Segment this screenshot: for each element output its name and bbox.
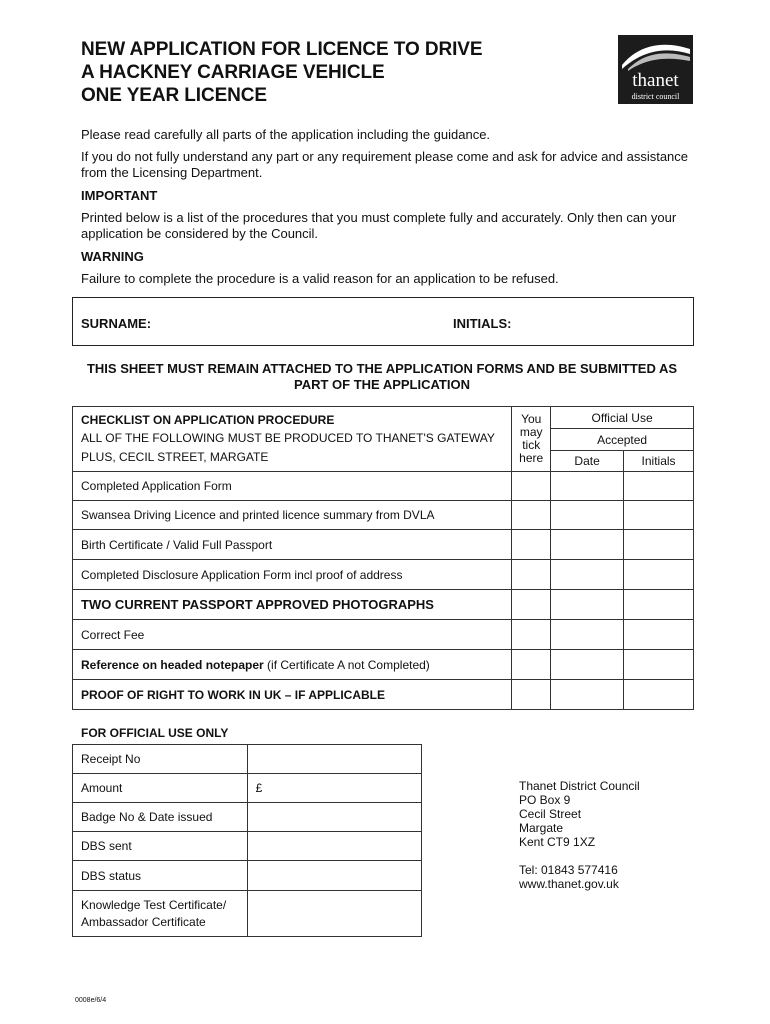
initials-cell (624, 560, 694, 590)
knowledge-label (73, 891, 248, 937)
checklist-item-bold: Reference on headed notepaper (81, 657, 264, 672)
checklist-item: PROOF OF RIGHT TO WORK IN UK – IF APPLICABLE (73, 680, 512, 710)
dbs-sent-label: DBS sent (73, 832, 248, 861)
official-use-heading: FOR OFFICIAL USE ONLY (81, 726, 229, 740)
knowledge-line-1: Knowledge Test Certificate/ (81, 897, 227, 912)
surname-label: SURNAME: (81, 316, 152, 331)
tick-cell[interactable] (512, 620, 551, 650)
knowledge-line-2: Ambassador Certificate (81, 914, 206, 929)
tick-cell[interactable] (512, 650, 551, 680)
tick-header: You may tick here (512, 407, 551, 472)
initials-cell (624, 472, 694, 501)
checklist-item (73, 650, 512, 680)
name-box (72, 297, 694, 346)
accepted-header: Accepted (551, 429, 694, 451)
receipt-value[interactable] (247, 745, 421, 774)
intro-line-2: If you do not fully understand any part or any requirement please come and ask for advice and assistance from the Licensing Department. (81, 149, 689, 180)
logo-subtitle: district council (631, 92, 680, 101)
website: www.thanet.gov.uk (519, 877, 619, 891)
official-use-header: Official Use (551, 407, 694, 429)
checklist-table (72, 406, 694, 710)
telephone: Tel: 01843 577416 (519, 863, 618, 877)
date-cell (551, 501, 624, 530)
tick-cell[interactable] (512, 472, 551, 501)
title-line: A HACKNEY CARRIAGE VEHICLE (81, 62, 385, 83)
initials-cell (624, 680, 694, 710)
date-cell (551, 680, 624, 710)
initials-cell (624, 530, 694, 560)
date-cell (551, 472, 624, 501)
checklist-item-rest: (if Certificate A not Completed) (263, 657, 430, 672)
initials-header: Initials (624, 451, 694, 472)
date-cell (551, 560, 624, 590)
checklist-item: Correct Fee (73, 620, 512, 650)
checklist-header-cell (73, 407, 512, 472)
badge-value[interactable] (247, 803, 421, 832)
address-name: Thanet District Council (519, 779, 640, 793)
title-line: ONE YEAR LICENCE (81, 85, 267, 106)
tick-cell[interactable] (512, 530, 551, 560)
tick-cell[interactable] (512, 501, 551, 530)
date-cell (551, 650, 624, 680)
amount-label: Amount (73, 774, 248, 803)
tick-cell[interactable] (512, 560, 551, 590)
important-heading: IMPORTANT (81, 188, 158, 203)
thanet-logo (618, 35, 693, 104)
dbs-sent-value[interactable] (247, 832, 421, 861)
date-header: Date (551, 451, 624, 472)
initials-cell (624, 650, 694, 680)
initials-cell (624, 501, 694, 530)
checklist-item: TWO CURRENT PASSPORT APPROVED PHOTOGRAPHS (73, 590, 512, 620)
date-cell (551, 590, 624, 620)
initials-cell (624, 590, 694, 620)
address-line: PO Box 9 (519, 793, 571, 807)
checklist-heading: CHECKLIST ON APPLICATION PROCEDURE (81, 413, 335, 427)
tick-cell[interactable] (512, 680, 551, 710)
official-use-table (72, 744, 422, 937)
council-address (519, 779, 640, 891)
receipt-label: Receipt No (73, 745, 248, 774)
date-cell (551, 620, 624, 650)
badge-label: Badge No & Date issued (73, 803, 248, 832)
important-text: Printed below is a list of the procedures that you must complete fully and accurately. Only then can your application be considered by the Council. (81, 210, 677, 241)
checklist-item: Swansea Driving Licence and printed licence summary from DVLA (73, 501, 512, 530)
checklist-item: Birth Certificate / Valid Full Passport (73, 530, 512, 560)
intro-line-1: Please read carefully all parts of the application including the guidance. (81, 127, 491, 142)
form-code: 0008e/6/4 (75, 997, 107, 1004)
initials-cell (624, 620, 694, 650)
date-cell (551, 530, 624, 560)
attachment-notice: THIS SHEET MUST REMAIN ATTACHED TO THE APPLICATION FORMS AND BE SUBMITTED AS PART OF THE APPLICATION (86, 361, 678, 392)
address-line: Cecil Street (519, 807, 582, 821)
checklist-item: Completed Application Form (73, 472, 512, 501)
logo-name: thanet (632, 70, 679, 91)
address-line: Kent CT9 1XZ (519, 835, 596, 849)
tick-cell[interactable] (512, 590, 551, 620)
checklist-item: Completed Disclosure Application Form incl proof of address (73, 560, 512, 590)
warning-heading: WARNING (81, 249, 144, 264)
page-title (81, 38, 581, 107)
title-line: NEW APPLICATION FOR LICENCE TO DRIVE (81, 39, 483, 60)
checklist-subheading: ALL OF THE FOLLOWING MUST BE PRODUCED TO THANET'S GATEWAY PLUS, CECIL STREET, MARGATE (81, 431, 495, 464)
knowledge-value[interactable] (247, 891, 421, 937)
initials-label: INITIALS: (453, 316, 512, 331)
amount-value[interactable]: £ (247, 774, 421, 803)
dbs-status-label: DBS status (73, 861, 248, 891)
dbs-status-value[interactable] (247, 861, 421, 891)
address-line: Margate (519, 821, 564, 835)
warning-text: Failure to complete the procedure is a valid reason for an application to be refused. (81, 271, 559, 286)
